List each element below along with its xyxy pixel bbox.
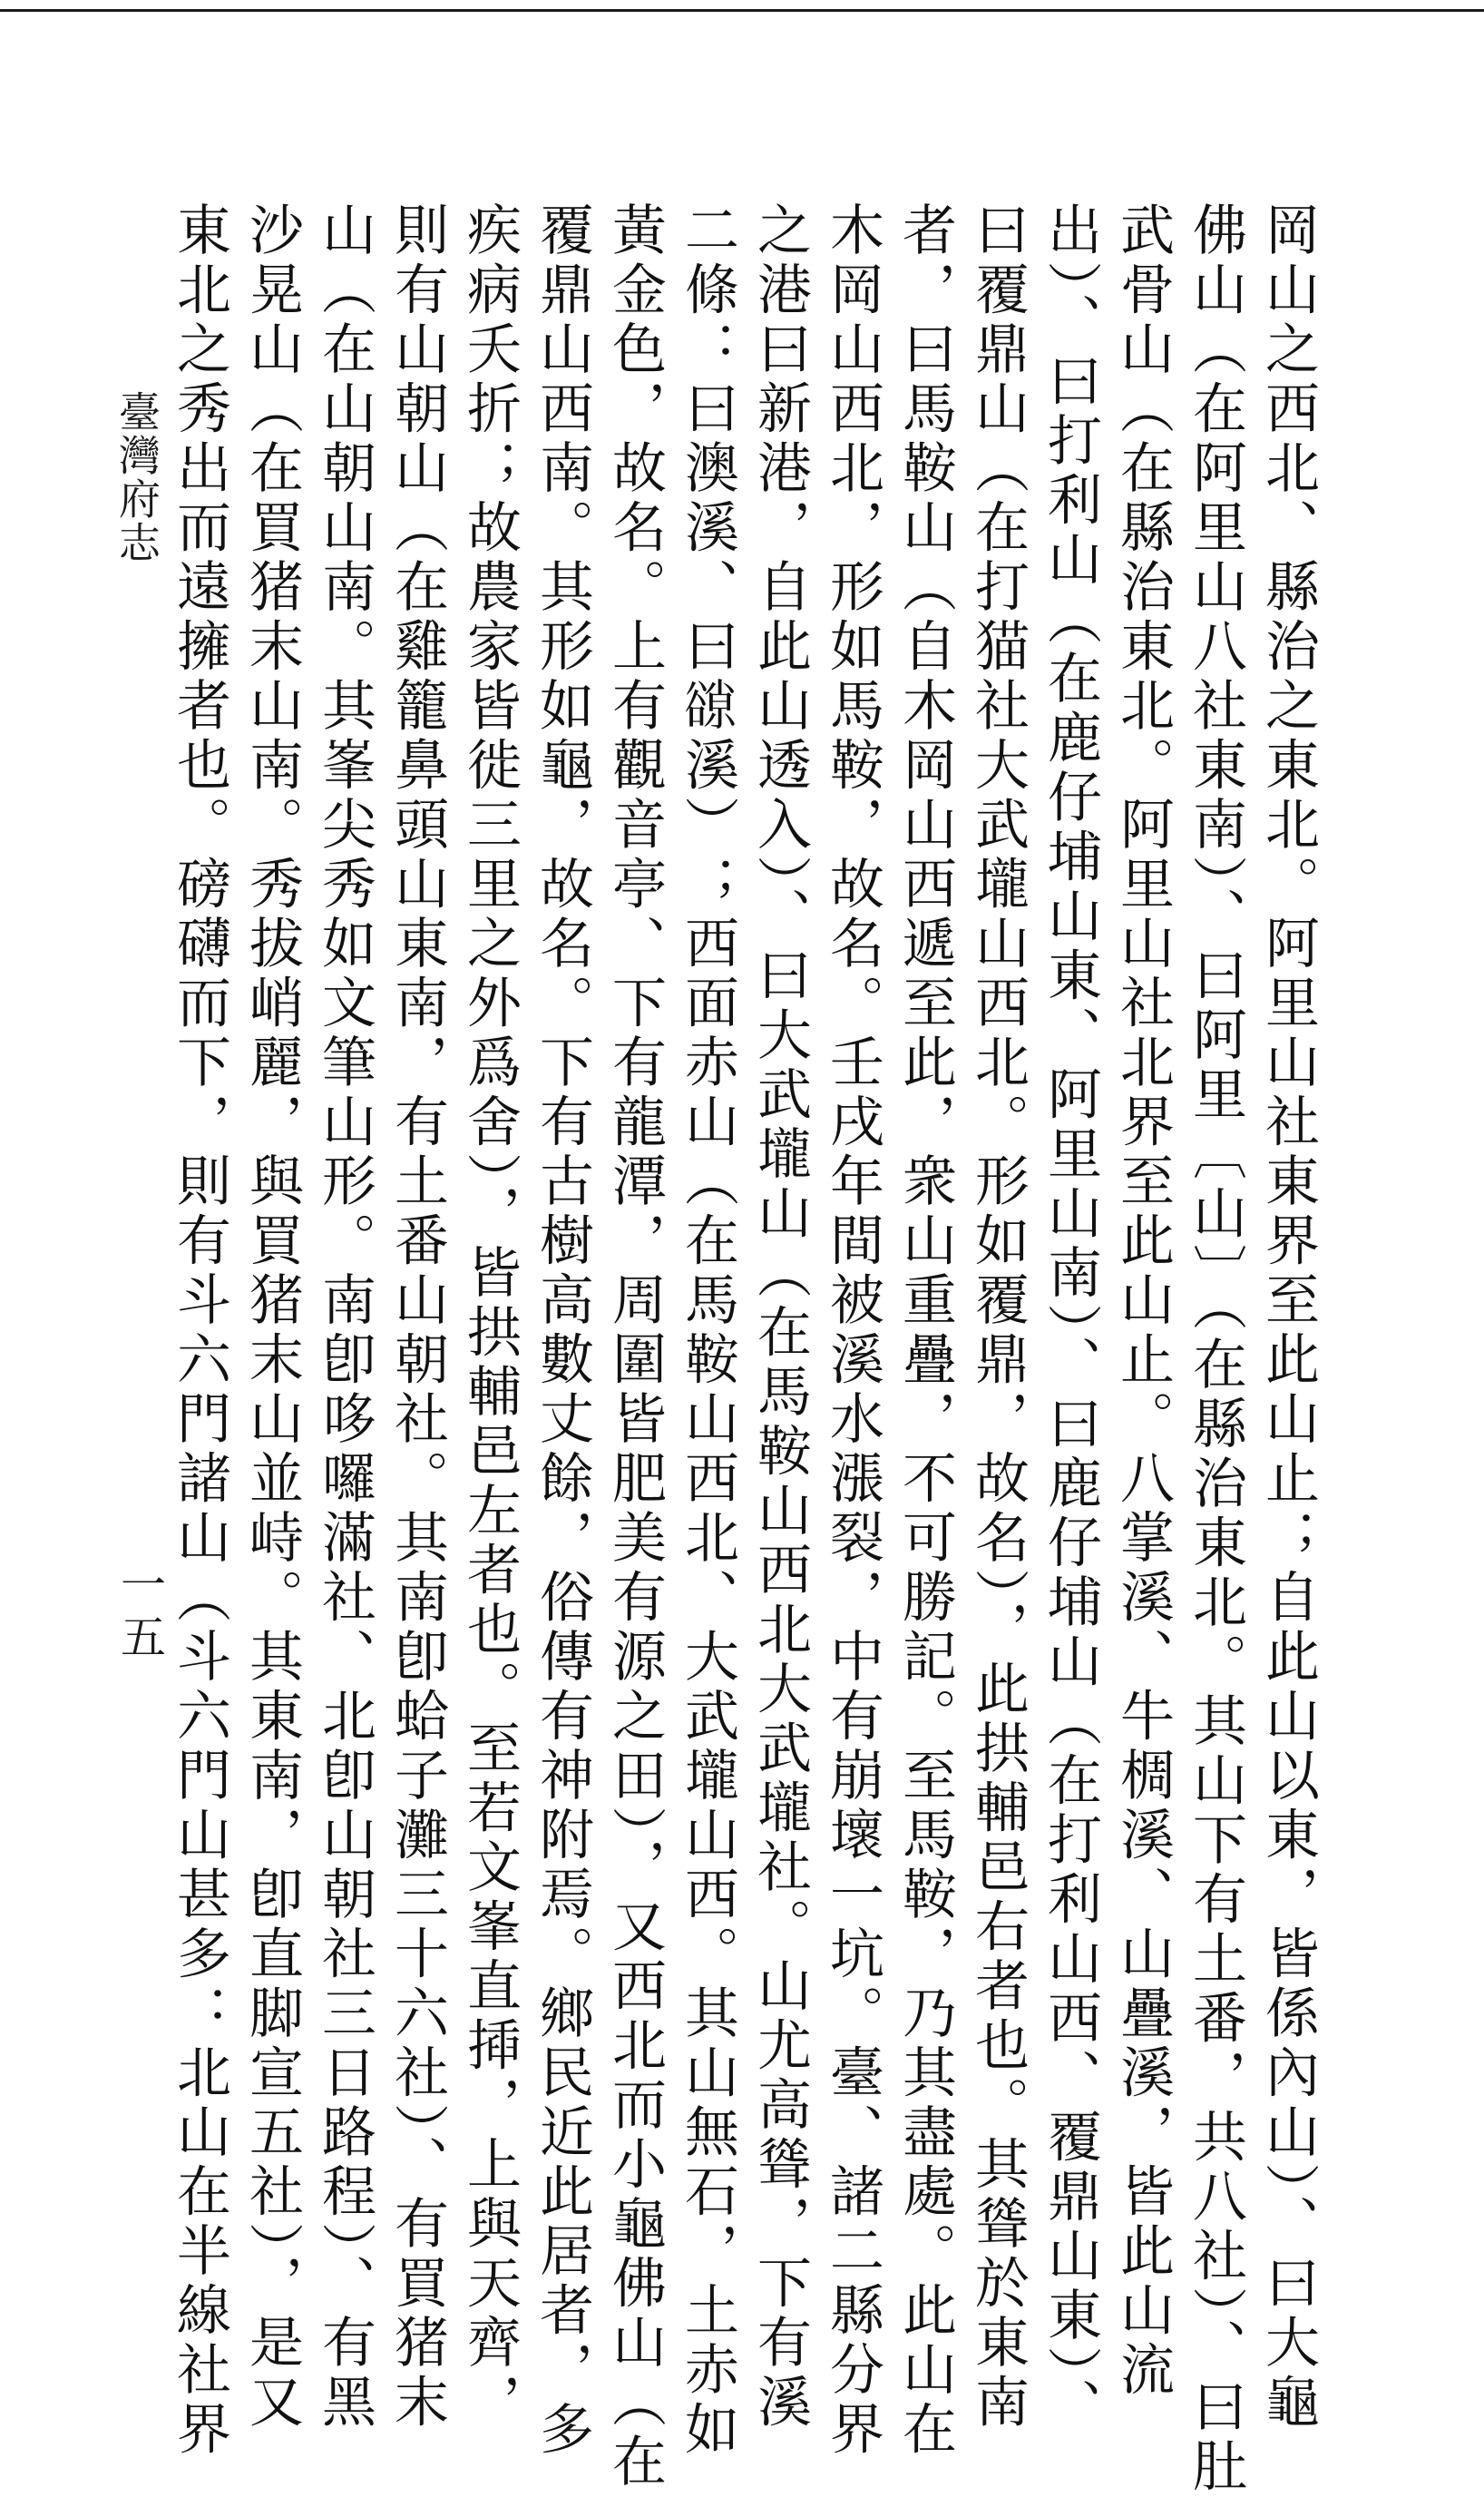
text-line-16: 東北之秀出而遠擁者也。磅礴而下，則有斗六門諸山（斗六門山甚多：北山在半線社界 bbox=[168, 201, 231, 2460]
text-line-9: 二條：曰澳溪、曰𧯈溪）；西面赤山（在馬鞍山西北、大武壠山西。其山無石，土赤如 bbox=[676, 201, 739, 2460]
running-head: 臺灣府志 bbox=[112, 390, 161, 564]
text-line-14: 山（在山朝山南。其峯尖秀如文筆山形。南卽哆囉滿社、北卽山朝社三日路程）、有黑 bbox=[313, 201, 376, 2433]
text-line-13: 則有山朝山（在雞籠鼻頭山東南，有土番山朝社。其南卽蛤子灘三十六社）、有買猪末 bbox=[386, 201, 449, 2433]
text-line-10: 黃金色，故名。上有觀音亭、下有龍潭，周圍皆肥美有源之田），又西北而小龜佛山（在 bbox=[603, 201, 667, 2492]
text-line-4: 出）、曰打利山（在鹿仔埔山東、阿里山南）、曰鹿仔埔山（在打利山西、覆鼎山東）、 bbox=[1039, 201, 1102, 2438]
text-line-1: 岡山之西北、縣治之東北。阿里山社東界至此山止；自此山以東，皆係內山）、曰大龜 bbox=[1256, 201, 1320, 2433]
text-line-8: 之港曰新港，自此山透入）、曰大武壠山（在馬鞍山西北大武壠社。山尤高聳，下有溪 bbox=[748, 201, 812, 2433]
text-line-12: 疾病夭折；故農家皆徙三里之外爲舍），皆拱輔邑左者也。至若文峯直揷，上與天齊， bbox=[458, 201, 522, 2433]
text-line-7: 木岡山西北，形如馬鞍，故名。壬戌年間被溪水漲裂，中有崩壞一坑。臺、諸二縣分界 bbox=[821, 201, 884, 2460]
text-line-2: 佛山（在阿里山八社東南）、曰阿里〔山〕（在縣治東北。其山下有土番，共八社）、曰肚 bbox=[1184, 201, 1247, 2497]
main-text-block bbox=[168, 201, 1324, 2497]
text-line-6: 者，曰馬鞍山（自木岡山西遞至此，衆山重疊，不可勝記。至馬鞍，乃其盡處。此山在 bbox=[893, 201, 957, 2460]
text-line-15: 沙晃山（在買猪末山南。秀拔峭麗，與買猪末山並峙。其東南，卽直脚宣五社），是又 bbox=[240, 201, 304, 2433]
top-border-rule bbox=[0, 9, 1484, 12]
text-line-11: 覆鼎山西南。其形如龜，故名。下有古樹高數丈餘，俗傳有神附焉。鄉民近此居者，多 bbox=[531, 201, 594, 2460]
text-line-5: 曰覆鼎山（在打猫社大武壠山西北。形如覆鼎，故名），此拱輔邑右者也。其聳於東南 bbox=[966, 201, 1030, 2433]
page-number: 一五 bbox=[113, 1561, 166, 1666]
text-line-3: 武骨山（在縣治東北。阿里山社北界至此山止。八掌溪、牛椆溪、山疊溪，皆此山流 bbox=[1111, 201, 1175, 2401]
